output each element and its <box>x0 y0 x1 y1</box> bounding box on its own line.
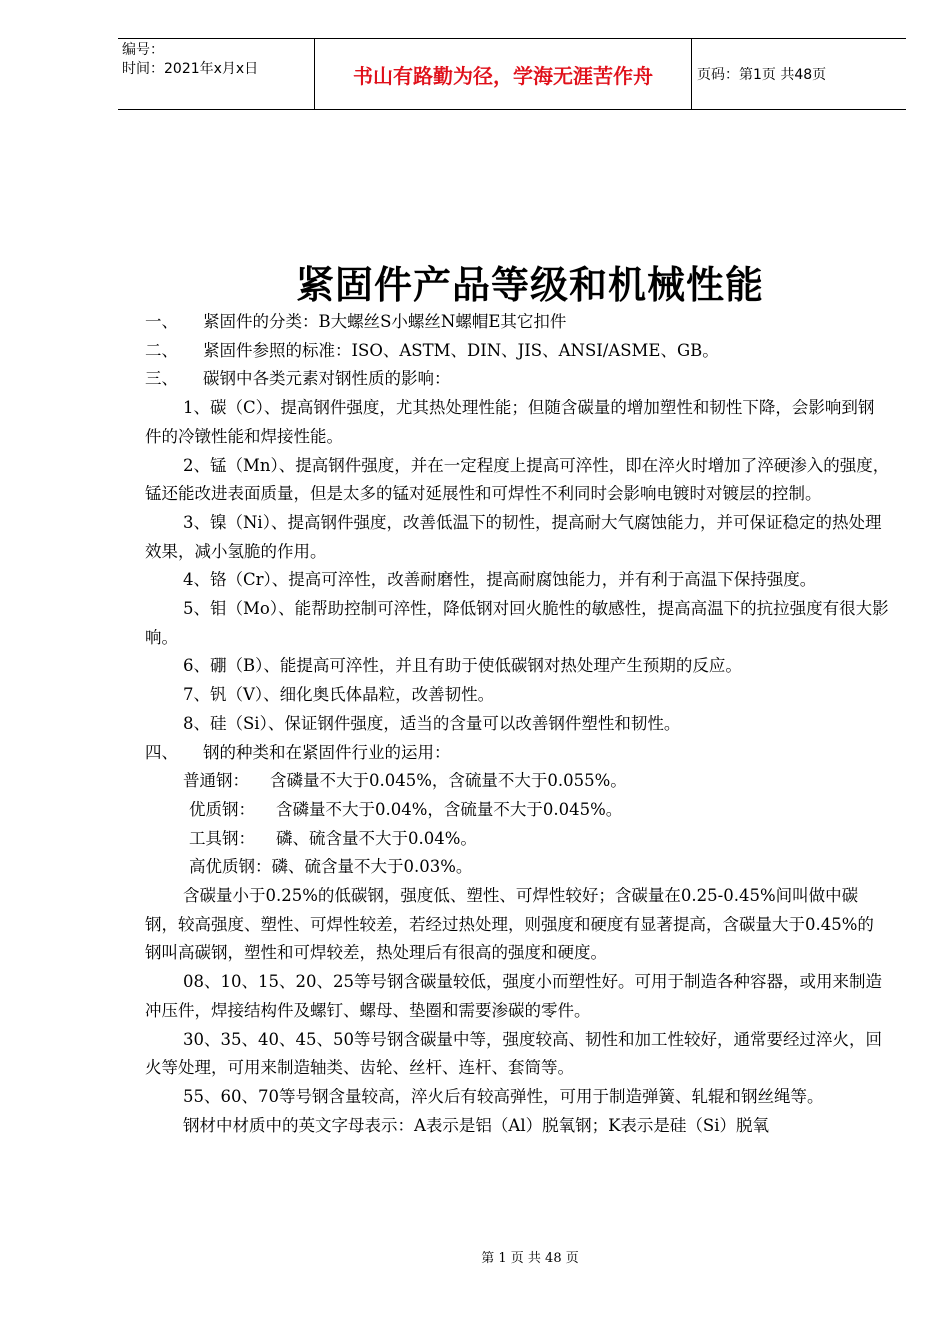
element-paragraph: 8、硅（Si）、保证钢件强度，适当的含量可以改善钢件塑性和韧性。 <box>183 713 681 733</box>
number-label: 编号： <box>122 42 164 58</box>
body-paragraph: 含碳量小于0.25%的低碳钢，强度低、塑性、可焊性较好；含碳量在0.25-0.45%间叫做中碳钢，较高强度、塑性、可焊性较差，若经过热处理，则强度和硬度有显著提高，含碳量大于0.45%的钢叫高碳钢，塑性和可焊较差，热处理后有很高的强度和硬度。 <box>145 886 874 963</box>
section-heading <box>145 308 890 337</box>
steel-type-line: 普通钢： 含磷量不大于0.045%，含硫量不大于0.055%。 <box>183 771 627 791</box>
section-number: 一、 <box>145 312 178 331</box>
element-paragraph: 5、钼（Mo）、能帮助控制可淬性，降低钢对回火脆性的敏感性，提高高温下的抗拉强度有很大影响。 <box>145 599 889 647</box>
section-heading <box>145 337 890 366</box>
body-paragraph: 55、60、70等号钢含量较高，淬火后有较高弹性，可用于制造弹簧、轧辊和钢丝绳等。 <box>183 1086 824 1106</box>
page-footer: 第 1 页 共 48 页 <box>481 1251 579 1266</box>
element-paragraph: 4、铬（Cr）、提高可淬性，改善耐磨性，提高耐腐蚀能力，并有利于高温下保持强度。 <box>183 570 817 590</box>
section-number: 二、 <box>145 340 178 360</box>
time-label: 时间：2021年x月x日 <box>122 61 259 77</box>
steel-type-line: 工具钢： 磷、硫含量不大于0.04%。 <box>189 828 477 848</box>
steel-type-line: 优质钢： 含磷量不大于0.04%，含硫量不大于0.045%。 <box>189 799 623 819</box>
element-paragraph: 7、钒（V）、细化奥氏体晶粒，改善韧性。 <box>183 685 495 705</box>
section-text: 钢的种类和在紧固件行业的运用： <box>203 742 451 762</box>
body-paragraph: 钢材中材质中的英文字母表示：A表示是铝（Al）脱氧钢；K表示是硅（Si）脱氧 <box>183 1115 770 1135</box>
section-text: 紧固件参照的标准：ISO、ASTM、DIN、JIS、ANSI/ASME、GB。 <box>203 340 719 360</box>
section-number: 三、 <box>145 369 178 389</box>
element-paragraph: 1、碳（C）、提高钢件强度，尤其热处理性能；但随含碳量的增加塑性和韧性下降，会影响到钢件的冷镦性能和焊接性能。 <box>145 398 875 446</box>
body-paragraph: 08、10、15、20、25等号钢含碳量较低，强度小而塑性好。可用于制造各种容器，或用来制造冲压件，焊接结构件及螺钉、螺母、垫圈和需要渗碳的零件。 <box>145 972 882 1020</box>
header-motto: 书山有路勤为径，学海无涯苦作舟 <box>314 39 692 109</box>
element-paragraph: 2、锰（Mn）、提高钢件强度，并在一定程度上提高可淬性，即在淬火时增加了淬硬渗入的强度，锰还能改进表面质量，但是太多的锰对延展性和可焊性不利同时会影响电镀时对镀层的控制。 <box>145 455 890 504</box>
body-paragraph: 30、35、40、45、50等号钢含碳量中等，强度较高、韧性和加工性较好，通常要经过淬火，回火等处理，可用来制造轴类、齿轮、丝杆、连杆、套筒等。 <box>145 1029 882 1078</box>
document-title: 紧固件产品等级和机械性能 <box>295 262 764 307</box>
element-paragraph: 3、镍（Ni）、提高钢件强度，改善低温下的韧性，提高耐大气腐蚀能力，并可保证稳定的热处理效果，减小氢脆的作用。 <box>145 512 882 561</box>
header-meta <box>118 39 314 109</box>
section-text: 碳钢中各类元素对钢性质的影响： <box>203 369 451 389</box>
page-header <box>118 38 906 110</box>
section-heading <box>145 365 890 394</box>
element-paragraph: 6、硼（B）、能提高可淬性，并且有助于使低碳钢对热处理产生预期的反应。 <box>183 656 742 676</box>
steel-type-line: 高优质钢：磷、硫含量不大于0.03%。 <box>189 857 473 877</box>
header-page-info: 页码：第1页 共48页 <box>697 67 827 83</box>
section-number: 四、 <box>145 742 178 762</box>
section-heading <box>145 739 890 768</box>
section-text: 紧固件的分类：B大螺丝S小螺丝N螺帽E其它扣件 <box>203 312 567 331</box>
document-body <box>145 308 890 1140</box>
